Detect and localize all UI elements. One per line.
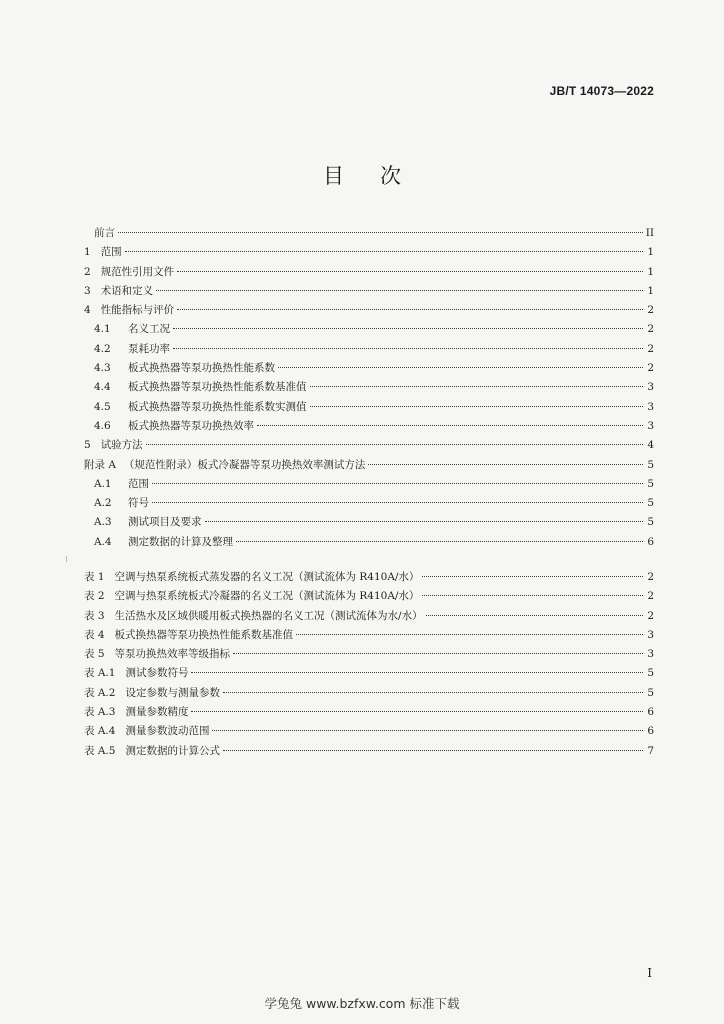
toc-entry-page: 6 (647, 706, 654, 719)
toc-entry-label: 板式换热器等泵功换热性能系数基准值 (128, 381, 307, 394)
dot-leader (125, 251, 643, 252)
toc-entry-number: A.1 (94, 477, 112, 490)
toc-entry-label: 测试参数符号 (125, 667, 189, 680)
table-list-entry[interactable] (84, 703, 654, 722)
toc-entry-number: 表 A.3 (84, 706, 116, 719)
toc-entry-page: 1 (647, 284, 654, 297)
toc-entry-label: 名义工况 (128, 323, 170, 336)
toc-entry[interactable] (84, 378, 654, 397)
toc-entry-label: 规范性引用文件 (100, 265, 175, 278)
toc-entry-number: 4.1 (94, 323, 111, 336)
toc-entry[interactable] (84, 224, 654, 243)
toc-entry-page: 5 (647, 667, 654, 680)
toc-entry-label: 符号 (128, 497, 149, 510)
dot-leader (191, 711, 643, 712)
table-list-entry[interactable] (84, 626, 654, 645)
toc-entry-label: 测量参数波动范围 (125, 725, 210, 738)
toc-entry-number: 表 A.5 (84, 744, 116, 757)
footer-watermark: 学兔兔 www.bzfxw.com 标准下载 (264, 996, 460, 1011)
table-list-entry[interactable] (84, 645, 654, 664)
toc-entry-label: 板式换热器等泵功换热性能系数基准值 (114, 628, 294, 641)
dot-leader (422, 595, 643, 596)
toc-entry-page: 2 (647, 304, 654, 317)
dot-leader (257, 425, 643, 426)
dot-leader (278, 367, 643, 368)
toc-entry-number: 表 5 (84, 648, 105, 661)
toc-entry-label: 测定数据的计算公式 (125, 744, 220, 757)
toc-entry-page: 4 (647, 439, 654, 452)
toc-entry[interactable] (84, 494, 654, 513)
toc-entry-page: 5 (647, 686, 654, 699)
toc-entry-number: 4.6 (94, 419, 111, 432)
dot-leader (233, 653, 643, 654)
page-number: I (647, 966, 652, 980)
toc-entry-number: 4 (84, 304, 91, 317)
dot-leader (310, 406, 644, 407)
dot-leader (426, 615, 643, 616)
toc-entry[interactable] (84, 282, 654, 301)
toc-entry-page: 6 (647, 725, 654, 738)
table-list-entry[interactable] (84, 742, 654, 761)
list-of-tables (84, 568, 654, 761)
toc-entry-page: 5 (647, 497, 654, 510)
toc-entry-label: 板式换热器等泵功换热效率 (128, 419, 254, 432)
toc-entry-page: 2 (647, 590, 654, 603)
toc-entry-number: 表 1 (84, 571, 105, 583)
toc-entry[interactable] (84, 533, 654, 552)
toc-entry-number: 2 (84, 265, 91, 278)
toc-entry[interactable] (84, 398, 654, 417)
dot-leader (146, 444, 643, 445)
toc-entry-number: 1 (84, 246, 91, 259)
dot-leader (152, 483, 643, 484)
toc-entry[interactable] (84, 320, 654, 339)
toc-entry[interactable] (84, 513, 654, 532)
toc-entry-page: 2 (647, 609, 654, 622)
toc-entry-number: 表 4 (84, 628, 105, 641)
toc-entry-number: 4.2 (94, 342, 111, 355)
toc-entry[interactable] (84, 359, 654, 378)
toc-entry-label: 范围 (128, 477, 149, 490)
toc-entry-page: 3 (647, 419, 654, 432)
dot-leader (422, 576, 643, 577)
table-list-entry[interactable] (84, 587, 654, 606)
toc-entry-page: 7 (647, 744, 654, 757)
table-list-entry[interactable] (84, 607, 654, 626)
toc-entry-page: 1 (647, 246, 654, 259)
toc-entry-label: 范围 (100, 246, 122, 259)
toc-entry-label: 试验方法 (100, 439, 143, 452)
toc-entry-page: 2 (647, 342, 654, 355)
toc-entry-label: 空调与热泵系统板式蒸发器的名义工况（测试流体为 R410A/水） (114, 571, 420, 583)
toc-entry-page: 3 (647, 400, 654, 413)
toc-entry[interactable] (84, 456, 654, 475)
toc-entry[interactable] (84, 301, 654, 320)
toc-entry-number: 4.3 (94, 362, 111, 375)
dot-leader (152, 502, 643, 503)
toc-entry-number: 4.5 (94, 400, 111, 413)
toc-entry[interactable] (84, 436, 654, 455)
page-title: 目次 (323, 164, 437, 188)
toc-entry-label: 等泵功换热效率等级指标 (114, 648, 231, 661)
toc-entry-label: 板式换热器等泵功换热性能系数 (128, 362, 275, 375)
dot-leader (173, 348, 643, 349)
toc-entry[interactable] (84, 417, 654, 436)
toc-entry-page: 2 (647, 323, 654, 336)
toc-entry-label: 测量参数精度 (125, 706, 189, 719)
dot-leader (296, 634, 643, 635)
toc-entry-number: 3 (84, 284, 91, 297)
toc-entry-page: 3 (647, 381, 654, 394)
toc-entry-number: 表 A.1 (84, 667, 116, 680)
toc-entry-number: 5 (84, 439, 91, 452)
toc-entry-page: 5 (647, 516, 654, 529)
dot-leader (310, 386, 644, 387)
toc-entry[interactable] (84, 243, 654, 262)
toc-entry-label: 前言 (94, 227, 115, 239)
table-list-entry[interactable] (84, 684, 654, 703)
toc-entry-number: 表 A.2 (84, 686, 116, 699)
toc-entry-page: 2 (647, 362, 654, 375)
toc-entry-number: A.2 (94, 497, 112, 510)
dot-leader (177, 271, 643, 272)
toc-entry[interactable] (84, 340, 654, 359)
toc-entry-number: 4.4 (94, 381, 111, 394)
dot-leader (156, 290, 643, 291)
toc-entry-page: 2 (647, 571, 654, 583)
dot-leader (191, 672, 643, 673)
dot-leader (205, 521, 644, 522)
toc-entry-label: 性能指标与评价 (100, 304, 175, 317)
toc-entry-label: 测试项目及要求 (128, 516, 202, 529)
toc-entry-number: A.4 (94, 535, 112, 548)
table-list-entry[interactable] (84, 722, 654, 741)
toc-entry-label: 测定数据的计算及整理 (128, 535, 233, 548)
toc-entry-page: 6 (647, 535, 654, 548)
toc-entry-label: 术语和定义 (100, 284, 154, 297)
toc-entry-page: 5 (647, 458, 654, 471)
toc-entry-number: 表 3 (84, 609, 105, 622)
toc-entry-page: 3 (647, 628, 654, 641)
toc-entry-label: （规范性附录）板式冷凝器等泵功换热效率测试方法 (123, 458, 366, 471)
dot-leader (212, 730, 643, 731)
toc-entry[interactable] (84, 263, 654, 282)
toc-entry-label: 板式换热器等泵功换热性能系数实测值 (128, 400, 307, 413)
dot-leader (177, 309, 643, 310)
toc-entry-page: 1 (647, 265, 654, 278)
scan-mark (66, 556, 67, 562)
toc-entry-number: 附录 A (84, 458, 116, 471)
table-list-entry[interactable] (84, 664, 654, 683)
toc-entry-label: 生活热水及区域供暖用板式换热器的名义工况（测试流体为水/水） (114, 609, 423, 622)
toc-entry-label: 泵耗功率 (128, 342, 170, 355)
dot-leader (223, 750, 643, 751)
toc-entry-number: A.3 (94, 516, 112, 529)
document-code: JB/T 14073—2022 (549, 84, 654, 98)
table-of-contents (84, 224, 654, 552)
toc-entry-label: 设定参数与测量参数 (125, 686, 220, 699)
toc-entry-page: 3 (647, 648, 654, 661)
dot-leader (236, 541, 643, 542)
dot-leader (368, 464, 643, 465)
dot-leader (173, 328, 643, 329)
toc-entry-number: 表 A.4 (84, 725, 116, 738)
table-list-entry[interactable] (84, 568, 654, 587)
toc-entry[interactable] (84, 475, 654, 494)
toc-entry-number: 表 2 (84, 590, 105, 603)
dot-leader (223, 692, 643, 693)
toc-entry-label: 空调与热泵系统板式冷凝器的名义工况（测试流体为 R410A/水） (114, 590, 420, 603)
dot-leader (118, 232, 643, 233)
toc-entry-page: 5 (647, 477, 654, 490)
toc-entry-page: II (645, 227, 654, 239)
